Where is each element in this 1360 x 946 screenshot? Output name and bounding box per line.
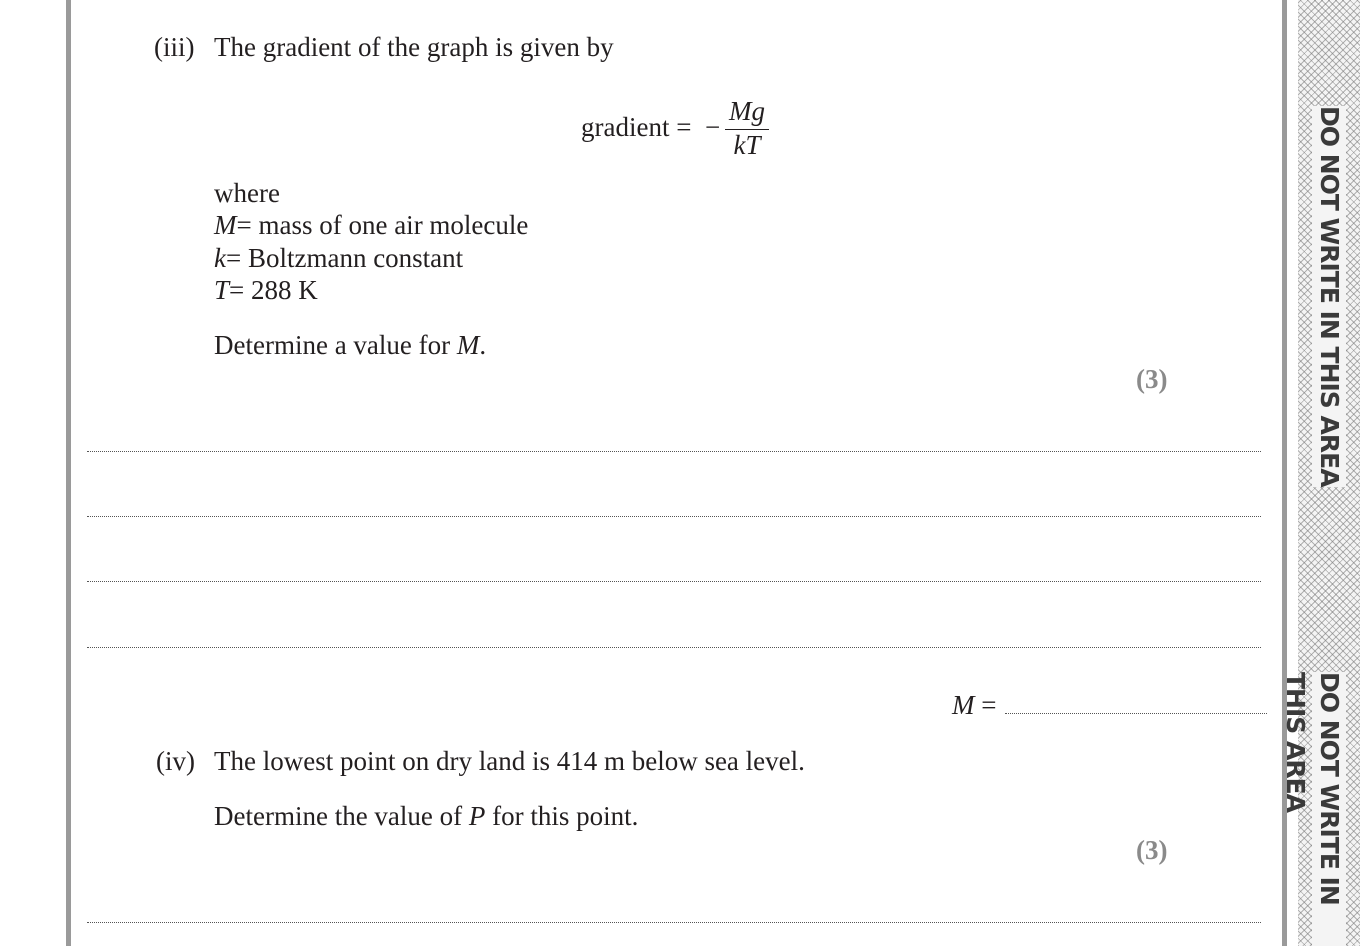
do-not-write-label-2: DO NOT WRITE IN THIS AREA bbox=[1312, 672, 1346, 946]
question-iii-intro: The gradient of the graph is given by bbox=[214, 32, 614, 62]
definition-t-text: = 288 K bbox=[229, 275, 318, 305]
do-not-write-label-1: DO NOT WRITE IN THIS AREA bbox=[1312, 106, 1346, 487]
definition-k bbox=[214, 243, 463, 274]
equation-minus-sign: − bbox=[705, 112, 721, 142]
answer-field-m[interactable] bbox=[1005, 713, 1267, 714]
task-iv-symbol: P bbox=[468, 801, 486, 831]
task-iv-post: for this point. bbox=[485, 801, 639, 831]
definition-k-symbol: k bbox=[214, 243, 226, 273]
question-number-iii: (iii) bbox=[154, 32, 195, 62]
answer-line-3[interactable] bbox=[87, 581, 1261, 582]
question-number-iv: (iv) bbox=[156, 746, 195, 776]
definition-m bbox=[214, 210, 528, 241]
definition-m-symbol: M bbox=[214, 210, 237, 240]
task-iii-symbol: M bbox=[456, 330, 480, 360]
answer-symbol-m: M bbox=[952, 690, 975, 720]
answer-line-1[interactable] bbox=[87, 451, 1261, 452]
answer-equals: = bbox=[981, 690, 997, 720]
fraction-denominator: kT bbox=[733, 130, 761, 160]
definition-k-text: = Boltzmann constant bbox=[225, 243, 464, 273]
answer-line-2[interactable] bbox=[87, 516, 1261, 517]
definition-m-text: = mass of one air molecule bbox=[236, 210, 529, 240]
left-margin-rule bbox=[66, 0, 71, 946]
answer-line-4[interactable] bbox=[87, 647, 1261, 648]
task-iii-pre: Determine a value for bbox=[214, 330, 457, 360]
marks-iii: (3) bbox=[1136, 364, 1168, 394]
question-iii-task bbox=[214, 330, 486, 361]
answer-line-5[interactable] bbox=[87, 922, 1261, 923]
task-iv-pre: Determine the value of bbox=[214, 801, 469, 831]
equation-lhs: gradient = bbox=[581, 112, 692, 142]
marks-iv: (3) bbox=[1136, 835, 1168, 865]
task-iii-post: . bbox=[479, 330, 487, 360]
definition-t-symbol: T bbox=[214, 275, 230, 305]
fraction-numerator: Mg bbox=[729, 96, 765, 126]
gradient-fraction bbox=[725, 96, 769, 161]
question-iv-text: The lowest point on dry land is 414 m below sea level. bbox=[214, 746, 805, 776]
definition-t bbox=[214, 275, 318, 306]
question-iv-task bbox=[214, 801, 638, 832]
where-label: where bbox=[214, 178, 280, 208]
answer-label-m bbox=[952, 690, 996, 721]
